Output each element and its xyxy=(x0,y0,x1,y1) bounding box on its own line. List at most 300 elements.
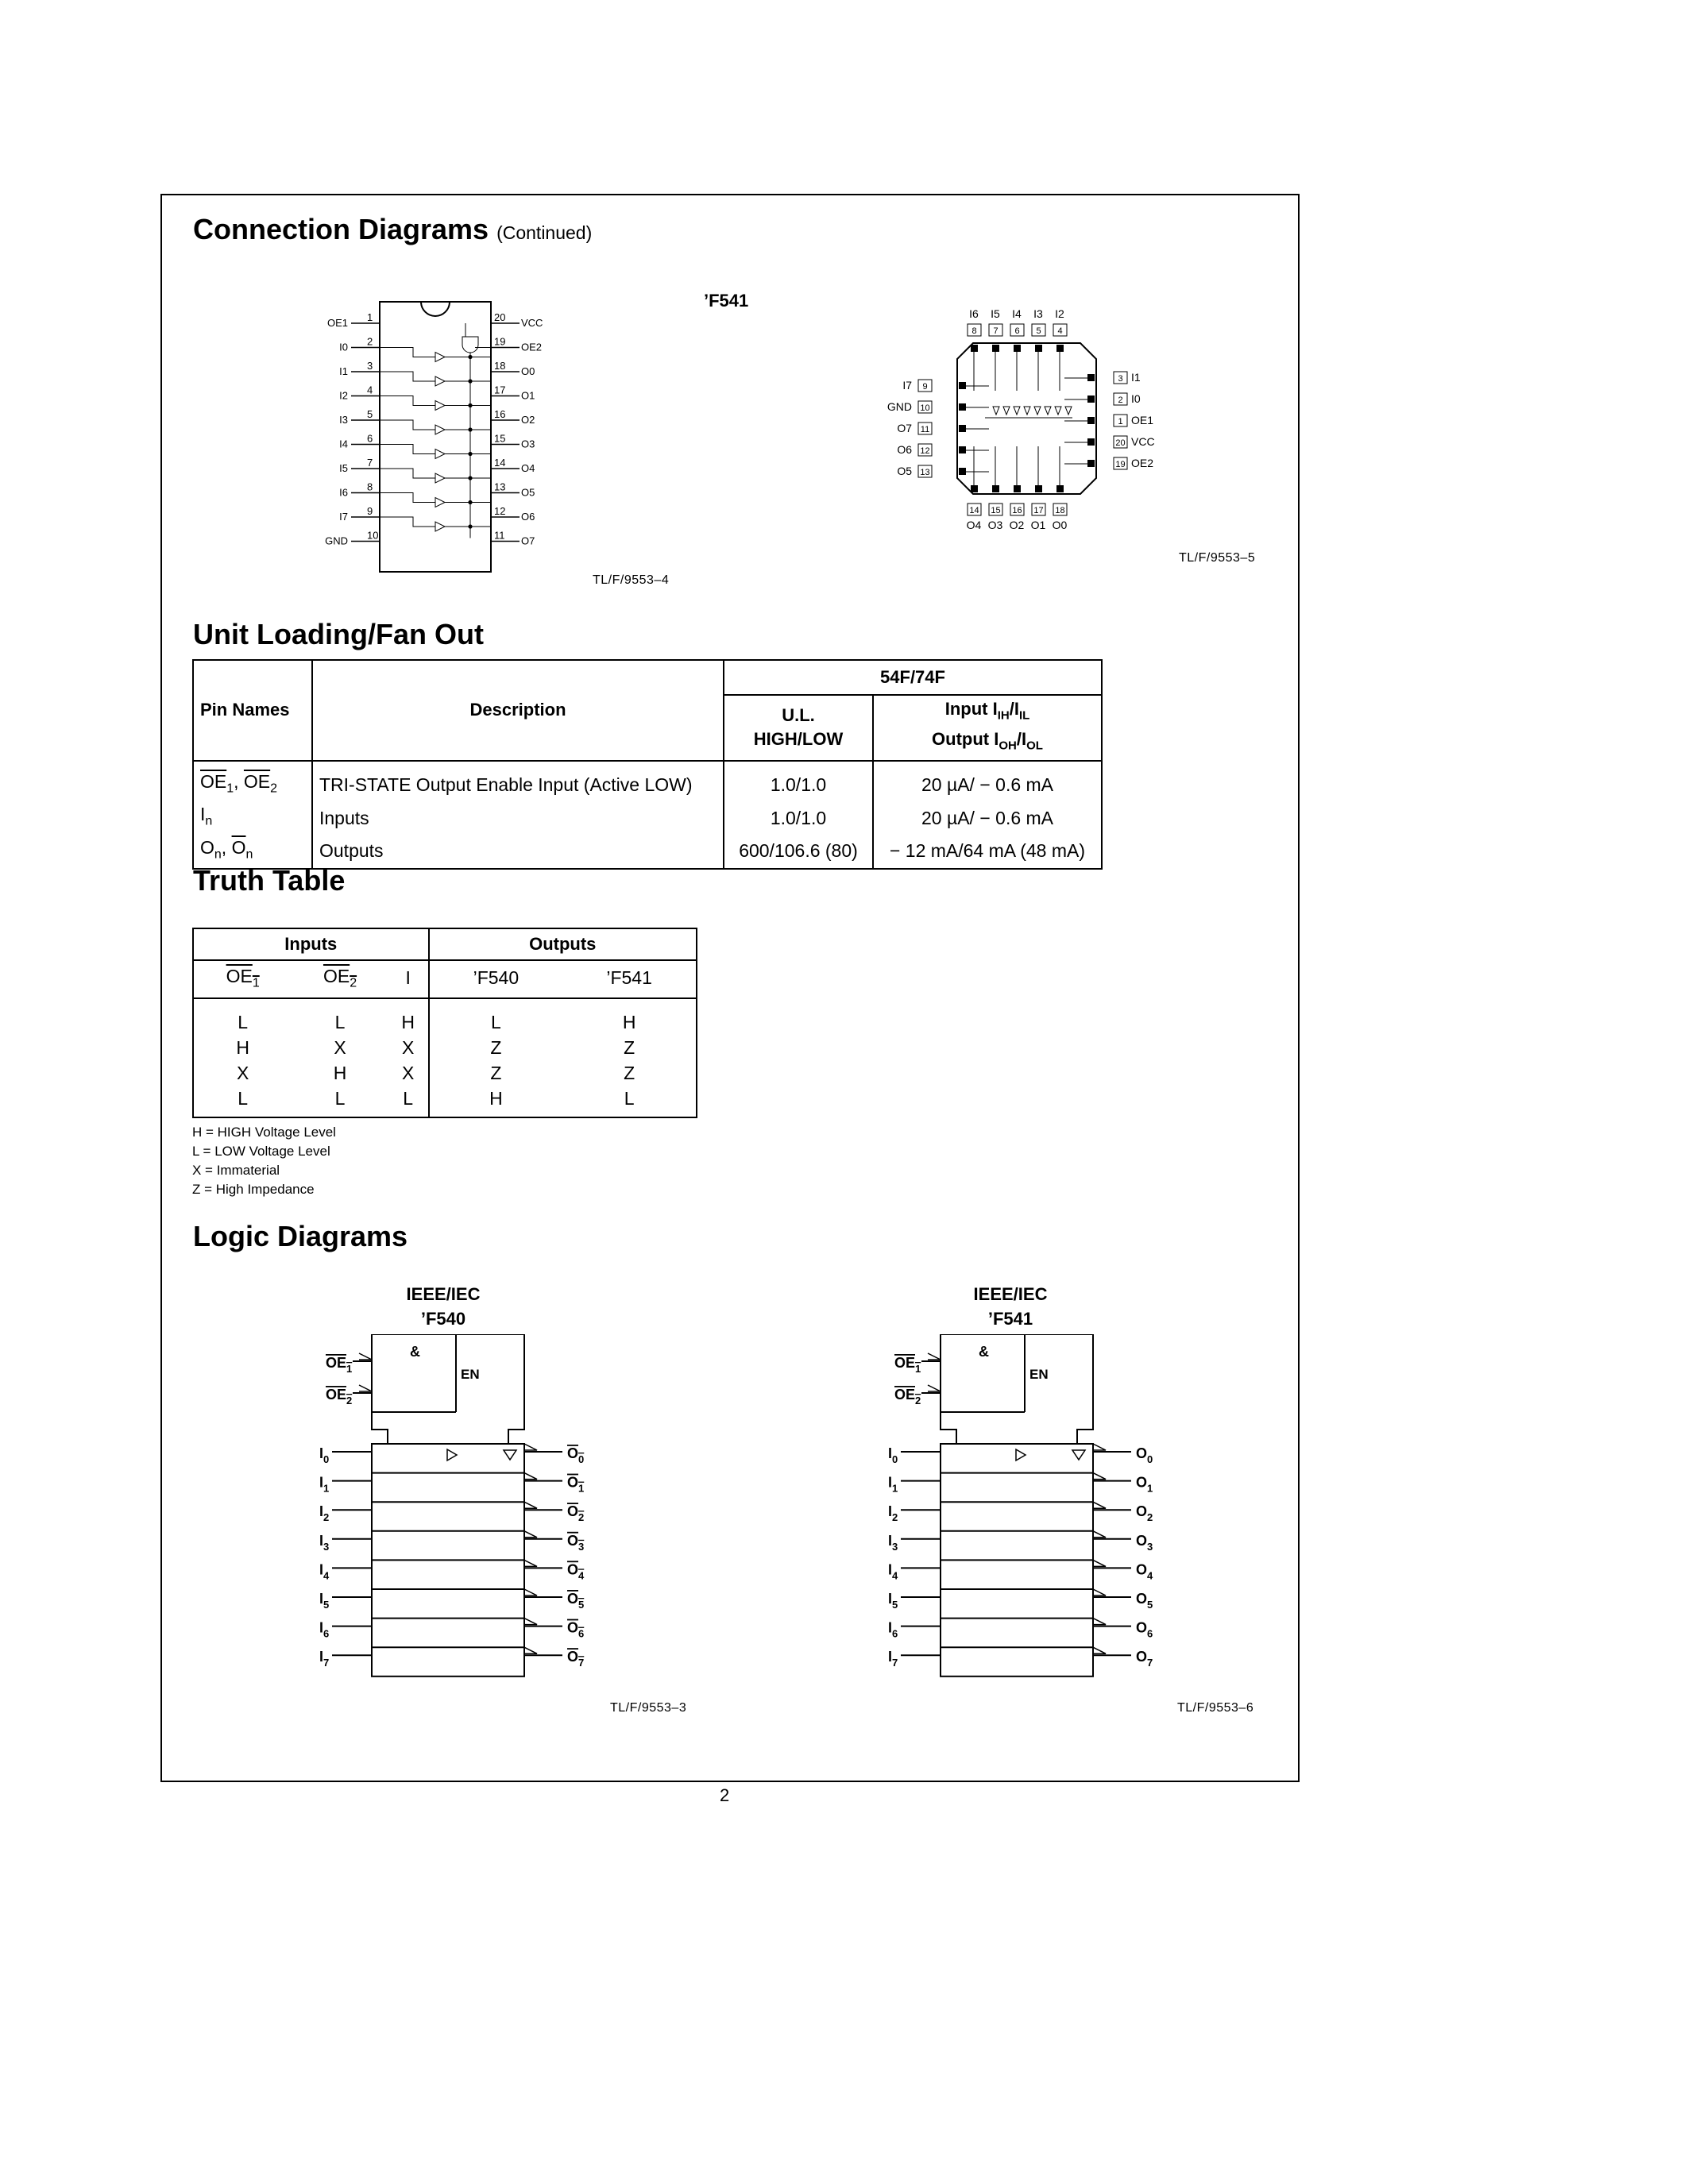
dip-pin-number: 13 xyxy=(494,480,506,493)
legend-item: H = HIGH Voltage Level xyxy=(192,1125,336,1140)
logic-active-low-indicator xyxy=(928,1353,941,1360)
logic-output-indicator xyxy=(524,1473,537,1480)
truth-col-i: I xyxy=(388,960,429,998)
dip-input-wire xyxy=(380,420,435,430)
logic-output-indicator xyxy=(1093,1647,1106,1653)
header-subscript: IL xyxy=(1018,708,1030,723)
logic-input-label: $I_5$ xyxy=(888,1591,898,1611)
logic-output-label: $O_3$ xyxy=(567,1532,585,1553)
logic-output-subscript: 2 xyxy=(1147,1511,1153,1524)
plcc-pin-number: 17 xyxy=(1033,506,1044,515)
dip-pin-number: 17 xyxy=(494,384,506,396)
logic-input-subscript: 2 xyxy=(323,1511,330,1524)
logic-left-caption xyxy=(364,1282,523,1331)
table-row-io: 20 µA/ − 0.6 mA xyxy=(873,761,1102,802)
table-row-ul: 1.0/1.0 xyxy=(724,801,873,835)
col-input-current: Input $I_{IH}/I_{IL}$ xyxy=(944,699,1030,723)
dip-input-wire xyxy=(380,445,435,454)
plcc-pin-name: I7 xyxy=(902,379,912,392)
header-subscript: OH xyxy=(999,739,1017,753)
logic-output-label: $O_2$ xyxy=(1136,1503,1153,1524)
pin-subscript: n xyxy=(245,847,253,862)
plcc-buffer-symbol xyxy=(1003,407,1010,415)
dip-pin-number: 14 xyxy=(494,457,506,469)
plcc-pin-number: 14 xyxy=(969,506,979,515)
plcc-pin-number: 5 xyxy=(1036,326,1041,336)
pin-subscript: n xyxy=(205,814,213,828)
truth-cell: L xyxy=(490,1011,501,1032)
logic-output-subscript: 4 xyxy=(578,1569,585,1582)
col-description: Description xyxy=(312,660,724,761)
logic-input-subscript: 0 xyxy=(892,1453,898,1465)
dip-pin-name: O2 xyxy=(521,414,535,426)
logic-output-label: $O_4$ xyxy=(1136,1561,1153,1582)
plcc-pin-name: I5 xyxy=(991,307,1000,320)
logic-left-figure-id: TL/F/9553–3 xyxy=(610,1701,687,1715)
logic-output-subscript: 7 xyxy=(578,1657,585,1669)
connection-title-text: Connection Diagrams xyxy=(193,213,489,245)
truth-cell: Z xyxy=(490,1036,502,1058)
dip-pin-number: 12 xyxy=(494,505,506,517)
dip-pin-name: O7 xyxy=(521,534,535,547)
col-ul-line2: HIGH/LOW xyxy=(753,729,844,750)
page-number: 2 xyxy=(720,1785,730,1805)
truth-cell: X xyxy=(388,1060,429,1086)
plcc-pin-number: 1 xyxy=(1118,417,1123,426)
table-row-desc: Outputs xyxy=(312,835,724,869)
logic-oe-subscript: 2 xyxy=(915,1395,921,1406)
logic-input-subscript: 6 xyxy=(323,1627,330,1640)
logic-buffer-symbol xyxy=(1016,1449,1026,1461)
dip-buffer-symbol xyxy=(435,450,445,459)
dip-connection-diagram xyxy=(318,294,572,580)
plcc-pad xyxy=(959,468,966,475)
logic-input-subscript: 5 xyxy=(892,1599,898,1611)
logic-output-indicator xyxy=(524,1647,537,1653)
dip-pin-number: 20 xyxy=(494,311,506,323)
section-title-unit-loading: Unit Loading/Fan Out xyxy=(193,618,484,650)
logic-input-label: $I_0$ xyxy=(319,1445,330,1465)
logic-output-indicator xyxy=(1093,1619,1106,1625)
logic-output-subscript: 0 xyxy=(578,1453,585,1465)
plcc-pad xyxy=(1035,485,1042,492)
logic-input-subscript: 0 xyxy=(323,1453,330,1465)
pin-subscript: 1 xyxy=(226,781,234,796)
logic-output-subscript: 4 xyxy=(1147,1569,1153,1582)
plcc-pad xyxy=(1056,345,1064,352)
plcc-pin-name: O2 xyxy=(1009,519,1025,531)
logic-output-indicator xyxy=(524,1502,537,1508)
dip-buffer-symbol xyxy=(435,522,445,531)
plcc-pin-number: 19 xyxy=(1115,460,1126,469)
logic-output-label: $O_1$ xyxy=(1136,1474,1153,1495)
pin-name: O xyxy=(200,836,214,858)
logic-output-subscript: 1 xyxy=(1147,1482,1153,1495)
truth-col-subscript: 2 xyxy=(350,976,357,990)
table-row-io: 20 µA/ − 0.6 mA xyxy=(873,801,1102,835)
truth-cell: Z xyxy=(562,1035,697,1060)
logic-buffer-symbol xyxy=(447,1449,457,1461)
plcc-pin-name: I4 xyxy=(1012,307,1022,320)
plcc-pad xyxy=(959,382,966,389)
plcc-pin-number: 3 xyxy=(1118,374,1123,384)
plcc-pin-name: O5 xyxy=(897,465,912,477)
logic-right-caption xyxy=(931,1282,1090,1331)
plcc-pin-number: 15 xyxy=(991,506,1001,515)
dip-pin-number: 16 xyxy=(494,408,506,420)
dip-input-wire xyxy=(380,469,435,478)
plcc-pin-number: 7 xyxy=(993,326,999,336)
plcc-pin-number: 18 xyxy=(1055,506,1065,515)
plcc-pin-number: 10 xyxy=(920,403,930,413)
plcc-pin-number: 8 xyxy=(971,326,977,336)
plcc-pin-name: O4 xyxy=(966,519,982,531)
dip-input-wire xyxy=(380,493,435,503)
plcc-pad xyxy=(1014,345,1021,352)
plcc-pad xyxy=(959,403,966,411)
plcc-pin-number: 16 xyxy=(1012,506,1022,515)
col-ul-line1: U.L. xyxy=(782,705,815,726)
logic-input-label: $I_4$ xyxy=(319,1561,330,1582)
truth-cell: H xyxy=(562,998,697,1035)
truth-cell: Z xyxy=(562,1060,697,1086)
header-subscript: OL xyxy=(1026,739,1043,753)
truth-col-oe1 xyxy=(193,960,292,998)
dip-pin-name: O0 xyxy=(521,365,535,377)
dip-pin-number: 9 xyxy=(367,505,373,517)
logic-output-subscript: 0 xyxy=(1147,1453,1153,1465)
logic-input-subscript: 7 xyxy=(892,1657,898,1669)
plcc-pin-name: I6 xyxy=(969,307,979,320)
logic-en-label: EN xyxy=(461,1367,480,1382)
truth-col-oe1-text: $OE_1$ xyxy=(226,966,260,990)
plcc-buffer-symbol xyxy=(1045,407,1051,415)
plcc-buffer-symbol xyxy=(1014,407,1020,415)
logic-output-indicator xyxy=(524,1560,537,1566)
plcc-buffer-symbol xyxy=(1034,407,1041,415)
logic-output-label: $O_6$ xyxy=(567,1619,585,1640)
logic-output-subscript: 6 xyxy=(1147,1627,1153,1640)
plcc-pad xyxy=(1087,460,1095,467)
logic-output-label: $O_0$ xyxy=(1136,1445,1153,1465)
truth-col-oe2-text: $OE_2$ xyxy=(323,966,357,990)
plcc-pin-name: I0 xyxy=(1131,392,1141,405)
col-output-current: Output $I_{OH}/I_{OL}$ xyxy=(932,729,1043,753)
dip-buffer-symbol xyxy=(435,498,445,507)
logic-input-label: $I_3$ xyxy=(319,1532,330,1553)
plcc-pin-name: I2 xyxy=(1055,307,1064,320)
logic-output-indicator xyxy=(524,1589,537,1596)
dip-and-gate xyxy=(462,337,478,353)
dip-pin-name: OE1 xyxy=(326,317,348,329)
logic-and-symbol: & xyxy=(979,1344,989,1360)
dip-pin-number: 8 xyxy=(367,480,373,493)
logic-control-block xyxy=(372,1334,524,1444)
logic-input-subscript: 1 xyxy=(892,1482,898,1495)
table-row-desc: Inputs xyxy=(312,801,724,835)
logic-output-indicator xyxy=(1093,1473,1106,1480)
plcc-pin-name: OE1 xyxy=(1131,414,1154,426)
logic-input-label: $I_2$ xyxy=(319,1503,330,1524)
logic-output-label: $O_4$ xyxy=(567,1561,585,1582)
plcc-pin-number: 9 xyxy=(922,382,928,392)
continued-note: (Continued) xyxy=(496,222,593,243)
logic-output-label: $O_0$ xyxy=(567,1445,585,1465)
logic-oe-subscript: 2 xyxy=(346,1395,353,1406)
dip-pin-name: I6 xyxy=(339,486,348,499)
logic-tristate-symbol xyxy=(504,1450,516,1460)
logic-input-subscript: 1 xyxy=(323,1482,330,1495)
dip-input-wire xyxy=(380,517,435,527)
table-row-pin xyxy=(193,801,312,835)
truth-cell: H xyxy=(333,1062,347,1083)
table-row-io: − 12 mA/64 mA (48 mA) xyxy=(873,835,1102,869)
pin-subscript: 2 xyxy=(270,781,278,796)
legend-item: Z = High Impedance xyxy=(192,1182,315,1197)
plcc-pad xyxy=(1087,374,1095,381)
truth-col-f540: ’F540 xyxy=(429,960,563,998)
logic-input-subscript: 5 xyxy=(323,1599,330,1611)
dip-pin-number: 7 xyxy=(367,457,373,469)
plcc-pad xyxy=(1014,485,1021,492)
plcc-buffer-symbol xyxy=(1024,407,1030,415)
dip-buffer-symbol xyxy=(435,376,445,386)
logic-output-indicator xyxy=(1093,1502,1106,1508)
dip-pin-name: I2 xyxy=(339,389,348,402)
dip-pin-number: 10 xyxy=(367,529,379,542)
unit-loading-table xyxy=(192,659,1103,870)
plcc-pad xyxy=(1035,345,1042,352)
truth-cell: L xyxy=(193,1086,292,1117)
dip-buffer-symbol xyxy=(435,353,445,362)
plcc-pin-number: 11 xyxy=(920,425,930,434)
pin-subscript: n xyxy=(214,847,222,862)
plcc-pad xyxy=(992,485,999,492)
dip-pin-number: 15 xyxy=(494,432,506,445)
logic-oe-subscript: 1 xyxy=(346,1363,353,1375)
truth-cell: H xyxy=(429,1086,563,1117)
plcc-pin-name: I1 xyxy=(1131,371,1141,384)
dip-pin-name: I1 xyxy=(339,365,348,377)
pin-name: $\overline{OE}$ xyxy=(200,770,227,792)
truth-cell: X xyxy=(193,1060,292,1086)
logic-right-figure-id: TL/F/9553–6 xyxy=(1177,1701,1254,1715)
plcc-pin-name: OE2 xyxy=(1131,457,1154,469)
logic-output-subscript: 3 xyxy=(1147,1540,1153,1553)
logic-output-label: $O_2$ xyxy=(567,1503,585,1524)
logic-input-label: $I_6$ xyxy=(319,1619,330,1640)
plcc-pad xyxy=(1087,417,1095,424)
plcc-pad xyxy=(959,446,966,453)
logic-tristate-symbol xyxy=(1072,1450,1085,1460)
logic-oe-label: $OE_1$ xyxy=(894,1355,921,1375)
dip-buffer-symbol xyxy=(435,401,445,411)
legend-item: X = Immaterial xyxy=(192,1163,280,1178)
dip-pin-number: 19 xyxy=(494,335,506,348)
logic-left-part: ’F540 xyxy=(420,1309,466,1329)
logic-output-label: $O_1$ xyxy=(567,1474,585,1495)
dip-notch xyxy=(421,302,450,316)
logic-input-label: $I_3$ xyxy=(888,1532,898,1553)
dip-pin-number: 1 xyxy=(367,311,373,323)
logic-input-subscript: 4 xyxy=(892,1569,898,1582)
dip-pin-number: 6 xyxy=(367,432,373,445)
logic-output-subscript: 3 xyxy=(578,1540,585,1553)
truth-cell: L xyxy=(193,998,292,1035)
logic-output-subscript: 2 xyxy=(578,1511,585,1524)
dip-input-wire xyxy=(380,396,435,406)
logic-output-indicator xyxy=(524,1531,537,1538)
truth-cell: H xyxy=(193,1035,292,1060)
truth-cell: X xyxy=(334,1036,346,1058)
dip-pin-name: I0 xyxy=(339,341,348,353)
col-pin-names: Pin Names xyxy=(193,660,312,761)
logic-input-label: $I_6$ xyxy=(888,1619,898,1640)
plcc-pin-number: 4 xyxy=(1057,326,1063,336)
dip-pin-number: 5 xyxy=(367,408,373,420)
logic-oe-label: $OE_1$ xyxy=(326,1355,353,1375)
dip-pin-name: O4 xyxy=(521,462,535,474)
plcc-pin-number: 20 xyxy=(1115,438,1126,448)
dip-input-wire xyxy=(380,372,435,381)
plcc-figure-id: TL/F/9553–5 xyxy=(1179,551,1256,565)
section-title-connection-diagrams xyxy=(193,213,592,246)
truth-cell: X xyxy=(388,1035,429,1060)
logic-output-subscript: 1 xyxy=(578,1482,585,1495)
plcc-pin-number: 12 xyxy=(920,446,930,456)
plcc-pad xyxy=(1087,396,1095,403)
logic-output-subscript: 7 xyxy=(1147,1657,1153,1669)
logic-output-label: $O_5$ xyxy=(567,1591,585,1611)
table-row-pin: $O_n$, $\overline{O}_n$ xyxy=(193,835,312,869)
logic-output-label: $O_5$ xyxy=(1136,1591,1153,1611)
logic-output-label: $O_7$ xyxy=(1136,1649,1153,1669)
dip-pin-number: 3 xyxy=(367,360,373,372)
dip-pin-name: I3 xyxy=(339,414,348,426)
logic-output-subscript: 5 xyxy=(1147,1599,1153,1611)
truth-cell: L xyxy=(292,1086,388,1117)
plcc-pin-name: O3 xyxy=(987,519,1003,531)
logic-active-low-indicator xyxy=(928,1385,941,1391)
dip-pin-number: 4 xyxy=(367,384,373,396)
section-title-truth-table: Truth Table xyxy=(193,864,346,897)
logic-input-subscript: 3 xyxy=(323,1540,330,1553)
truth-table-legend xyxy=(192,1123,336,1199)
truth-col-oe2 xyxy=(292,960,388,998)
dip-pin-name: I5 xyxy=(339,462,348,474)
dip-pin-name: VCC xyxy=(521,317,543,329)
logic-output-label: $O_3$ xyxy=(1136,1532,1153,1553)
plcc-pin-name: O1 xyxy=(1030,519,1046,531)
plcc-pad xyxy=(971,485,978,492)
truth-inputs-header: Inputs xyxy=(193,928,429,960)
plcc-pad xyxy=(959,425,966,432)
logic-output-indicator xyxy=(1093,1589,1106,1596)
truth-outputs-header: Outputs xyxy=(429,928,697,960)
logic-output-label: $O_6$ xyxy=(1136,1619,1153,1640)
legend-item: L = LOW Voltage Level xyxy=(192,1144,330,1159)
plcc-pin-number: 6 xyxy=(1014,326,1020,336)
pin-name: $\overline{OE}$ xyxy=(243,770,271,792)
logic-input-subscript: 7 xyxy=(323,1657,330,1669)
dip-input-wire xyxy=(380,348,435,357)
logic-input-label: $I_0$ xyxy=(888,1445,898,1465)
truth-cell: Z xyxy=(490,1062,502,1083)
plcc-pin-name: O0 xyxy=(1052,519,1068,531)
plcc-pad xyxy=(992,345,999,352)
part-label: ’F541 xyxy=(704,291,749,311)
truth-cell: L xyxy=(388,1086,429,1117)
logic-output-indicator xyxy=(524,1619,537,1625)
plcc-pad xyxy=(1056,485,1064,492)
plcc-buffer-symbol xyxy=(1065,407,1072,415)
plcc-pin-name: O6 xyxy=(897,443,912,456)
logic-right-part: ’F541 xyxy=(987,1309,1033,1329)
table-row-pin: $\overline{OE}_1$, $\overline{OE}_2$ xyxy=(193,761,312,802)
col-input-output xyxy=(873,695,1102,761)
logic-input-subscript: 2 xyxy=(892,1511,898,1524)
truth-cell: L xyxy=(562,1086,697,1117)
pin-name: $\overline{O}$ xyxy=(231,836,246,858)
logic-right-std: IEEE/IEC xyxy=(973,1284,1048,1304)
truth-table xyxy=(192,928,697,1118)
logic-active-low-indicator xyxy=(359,1353,372,1360)
dip-buffer-symbol xyxy=(435,425,445,434)
plcc-buffer-symbol xyxy=(993,407,999,415)
dip-pin-name: I7 xyxy=(339,511,348,523)
dip-pin-name: O1 xyxy=(521,389,535,402)
dip-figure-id: TL/F/9553–4 xyxy=(593,573,670,587)
dip-pin-number: 11 xyxy=(494,529,505,542)
logic-diagram-f541 xyxy=(863,1334,1180,1700)
plcc-buffer-symbol xyxy=(1055,407,1061,415)
dip-pin-name: I4 xyxy=(339,438,348,450)
logic-output-indicator xyxy=(1093,1560,1106,1566)
logic-en-label: EN xyxy=(1029,1367,1049,1382)
header-subscript: IH xyxy=(997,708,1010,723)
plcc-pin-number: 2 xyxy=(1118,396,1123,405)
table-row-ul: 1.0/1.0 xyxy=(724,761,873,802)
col-family: 54F/74F xyxy=(724,660,1102,695)
logic-input-label: $I_1$ xyxy=(888,1474,898,1495)
logic-and-symbol: & xyxy=(410,1344,420,1360)
logic-output-indicator xyxy=(1093,1531,1106,1538)
logic-input-label: $I_2$ xyxy=(888,1503,898,1524)
logic-input-label: $I_4$ xyxy=(888,1561,898,1582)
logic-input-label: $I_7$ xyxy=(888,1649,898,1669)
plcc-pad xyxy=(1087,438,1095,446)
plcc-pin-name: I3 xyxy=(1033,307,1043,320)
plcc-pin-number: 13 xyxy=(920,468,930,477)
dip-pin-name: OE2 xyxy=(521,341,543,353)
logic-input-subscript: 4 xyxy=(323,1569,330,1582)
logic-output-indicator xyxy=(524,1444,537,1450)
dip-buffer-symbol xyxy=(435,473,445,483)
plcc-connection-diagram xyxy=(874,295,1160,550)
dip-pin-number: 2 xyxy=(367,335,373,348)
table-row-ul: 600/106.6 (80) xyxy=(724,835,873,869)
pin-name: I xyxy=(200,804,206,825)
dip-pin-name: O6 xyxy=(521,511,535,523)
logic-oe-label: $OE_2$ xyxy=(894,1387,921,1406)
truth-cell: L xyxy=(334,1011,346,1032)
logic-output-indicator xyxy=(1093,1444,1106,1450)
logic-input-label: $I_1$ xyxy=(319,1474,330,1495)
logic-oe-label: $OE_2$ xyxy=(326,1387,353,1406)
truth-col-subscript: 1 xyxy=(252,976,260,990)
logic-left-std: IEEE/IEC xyxy=(406,1284,481,1304)
logic-input-label: $I_5$ xyxy=(319,1591,330,1611)
